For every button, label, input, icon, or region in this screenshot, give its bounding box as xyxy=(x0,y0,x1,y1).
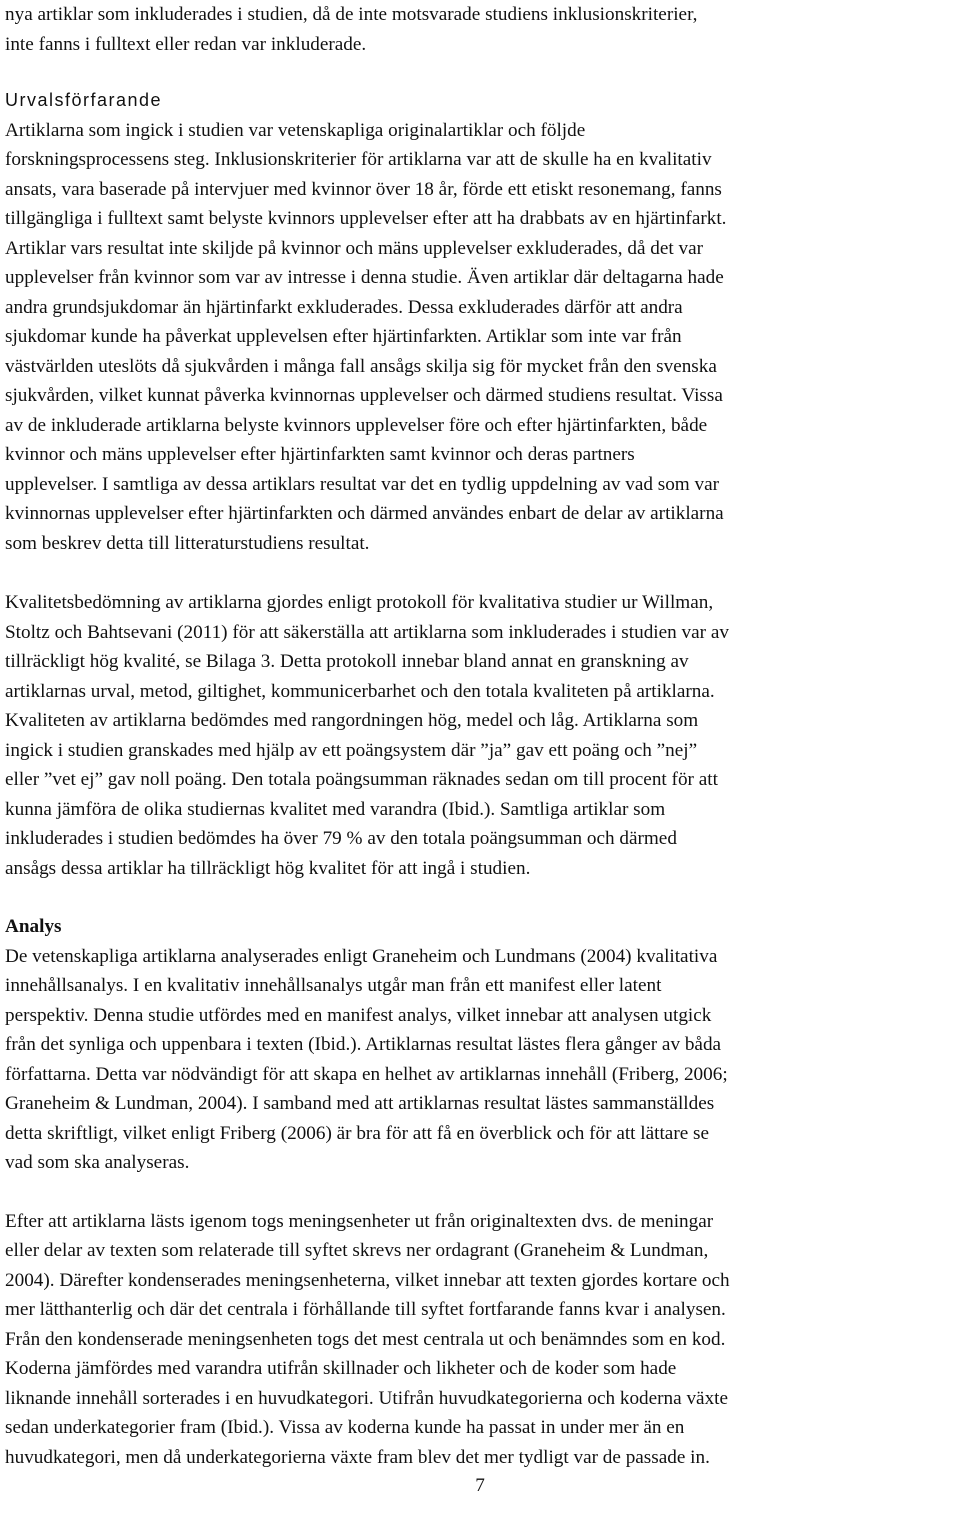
text-line: forskningsprocessens steg. Inklusionskriterier för artiklarna var att de skulle ha en kvalitativ xyxy=(5,149,712,170)
text-line: artiklarnas urval, metod, giltighet, kommunicerbarhet och den totala kvaliteten på artiklarna. xyxy=(5,680,715,702)
text-line: perspektiv. Denna studie utfördes med en manifest analys, vilket innebar att analysen utgick xyxy=(5,1004,712,1026)
urval-heading: Urvalsförfarande xyxy=(5,90,163,110)
analys-heading: Analys xyxy=(5,916,62,937)
text-line: av de inkluderade artiklarna belyste kvinnors upplevelser före och efter hjärtinfarkten, både xyxy=(5,414,708,436)
text-line: kvinnornas upplevelser efter hjärtinfarkten och därmed användes enbart de delar av artiklarna xyxy=(5,503,724,524)
text-line: huvudkategori, men då underkategorierna växte fram blev det mer tydligt var de passade in. xyxy=(5,1446,710,1468)
text-line: innehållsanalys. I en kvalitativ innehållsanalys utgår man från ett manifest eller latent xyxy=(5,975,662,996)
text-line: eller delar av texten som relaterade till syftet skrevs ner ordagrant (Graneheim & Lundman, xyxy=(5,1240,709,1261)
page-number: 7 xyxy=(475,1475,485,1496)
text-line: ansats, vara baserade på intervjuer med kvinnor över 18 år, förde ett etiskt resonemang, fanns xyxy=(5,178,722,200)
text-line: ingick i studien granskades med hjälp av ett poängsystem där ”ja” gav ett poäng och ”nej” xyxy=(5,739,698,761)
text-line: De vetenskapliga artiklarna analyserades enligt Graneheim och Lundmans (2004) kvalitativa xyxy=(5,945,718,967)
text-line: Artiklar vars resultat inte skiljde på kvinnor och mäns upplevelser exkluderades, då det var xyxy=(5,237,703,259)
text-line: ansågs dessa artiklar ha tillräckligt hög kvalitet för att ingå i studien. xyxy=(5,857,531,879)
text-line: sjukdomar kunde ha påverkat upplevelsen efter hjärtinfarkten. Artiklar som inte var från xyxy=(5,326,682,347)
text-line: Kvaliteten av artiklarna bedömdes med rangordningen hög, medel och låg. Artiklarna som xyxy=(5,710,699,731)
text-line: Graneheim & Lundman, 2004). I samband med att artiklarnas resultat lästes sammanställdes xyxy=(5,1093,715,1114)
text-line: inte fanns i fulltext eller redan var inkluderade. xyxy=(5,33,367,55)
text-line: inkluderades i studien bedömdes ha över 79 % av den totala poängsumman och därmed xyxy=(5,828,677,849)
fragment-paragraph xyxy=(5,0,955,59)
text-line: Stoltz och Bahtsevani (2011) för att säkerställa att artiklarna som inkluderades i studien var av xyxy=(5,621,729,643)
text-line: Koderna jämfördes med varandra utifrån skillnader och likheter och de koder som hade xyxy=(5,1358,677,1379)
document-page xyxy=(5,0,955,1472)
text-line: västvärlden uteslöts då sjukvården i många fall ansågs skilja sig för mycket från den svenska xyxy=(5,355,717,377)
text-line: kunna jämföra de olika studiernas kvalitet med varandra (Ibid.). Samtliga artiklar som xyxy=(5,798,666,820)
text-line: mer lätthanterlig och där det centrala i förhållande till syftet fortfarande fanns kvar i analysen. xyxy=(5,1299,726,1320)
text-line: 2004). Därefter kondenserades meningsenheterna, vilket innebar att texten gjordes kortare och xyxy=(5,1269,730,1291)
text-line: Efter att artiklarna lästs igenom togs meningsenheter ut från originaltexten dvs. de meningar xyxy=(5,1210,714,1232)
text-line: författarna. Detta var nödvändigt för att skapa en helhet av artiklarnas innehåll (Friberg, 2006; xyxy=(5,1063,728,1085)
text-line: Artiklarna som ingick i studien var vetenskapliga originalartiklar och följde xyxy=(5,119,586,141)
text-line: Kvalitetsbedömning av artiklarna gjordes enligt protokoll för kvalitativa studier ur Willman, xyxy=(5,592,714,613)
text-line: sedan underkategorier fram (Ibid.). Vissa av koderna kunde ha passat in under mer än en xyxy=(5,1417,685,1438)
kvalitet-paragraph xyxy=(5,588,955,883)
text-line: nya artiklar som inkluderades i studien, då de inte motsvarade studiens inklusionskriterier, xyxy=(5,4,698,25)
text-line: andra grundsjukdomar än hjärtinfarkt exkluderades. Dessa exkluderades därför att andra xyxy=(5,296,683,318)
text-line: tillgängliga i fulltext samt belyste kvinnors upplevelser efter att ha drabbats av en hjärtinfarkt. xyxy=(5,208,727,229)
text-line: sjukvården, vilket kunnat påverka kvinnornas upplevelser och därmed studiens resultat. Vissa xyxy=(5,385,723,406)
text-line: tillräckligt hög kvalité, se Bilaga 3. Detta protokoll innebar bland annat en granskning av xyxy=(5,651,689,672)
text-line: kvinnor och mäns upplevelser efter hjärtinfarkten samt kvinnor och deras partners xyxy=(5,444,635,465)
text-line: Från den kondenserade meningsenheten togs det mest centrala ut och benämndes som en kod. xyxy=(5,1328,726,1350)
analys-section xyxy=(5,912,955,1178)
urval-paragraph xyxy=(5,86,955,558)
text-line: upplevelser från kvinnor som var av intresse i denna studie. Även artiklar där deltagarna hade xyxy=(5,267,724,288)
text-line: vad som ska analyseras. xyxy=(5,1152,190,1173)
text-line: från det synliga och uppenbara i texten (Ibid.). Artiklarnas resultat lästes flera gånger av båda xyxy=(5,1034,722,1055)
urval-section xyxy=(5,86,955,558)
text-line: som beskrev detta till litteraturstudiens resultat. xyxy=(5,532,370,554)
efter-paragraph xyxy=(5,1207,955,1473)
text-line: detta skriftligt, vilket enligt Friberg (2006) är bra för att få en överblick och för att lättare se xyxy=(5,1122,710,1144)
text-line: upplevelser. I samtliga av dessa artiklars resultat var det en tydlig uppdelning av vad som var xyxy=(5,473,720,495)
text-line: liknande innehåll sorterades i en huvudkategori. Utifrån huvudkategorierna och koderna växte xyxy=(5,1387,729,1409)
analys-paragraph xyxy=(5,912,955,1178)
text-line: eller ”vet ej” gav noll poäng. Den totala poängsumman räknades sedan om till procent för att xyxy=(5,769,718,790)
